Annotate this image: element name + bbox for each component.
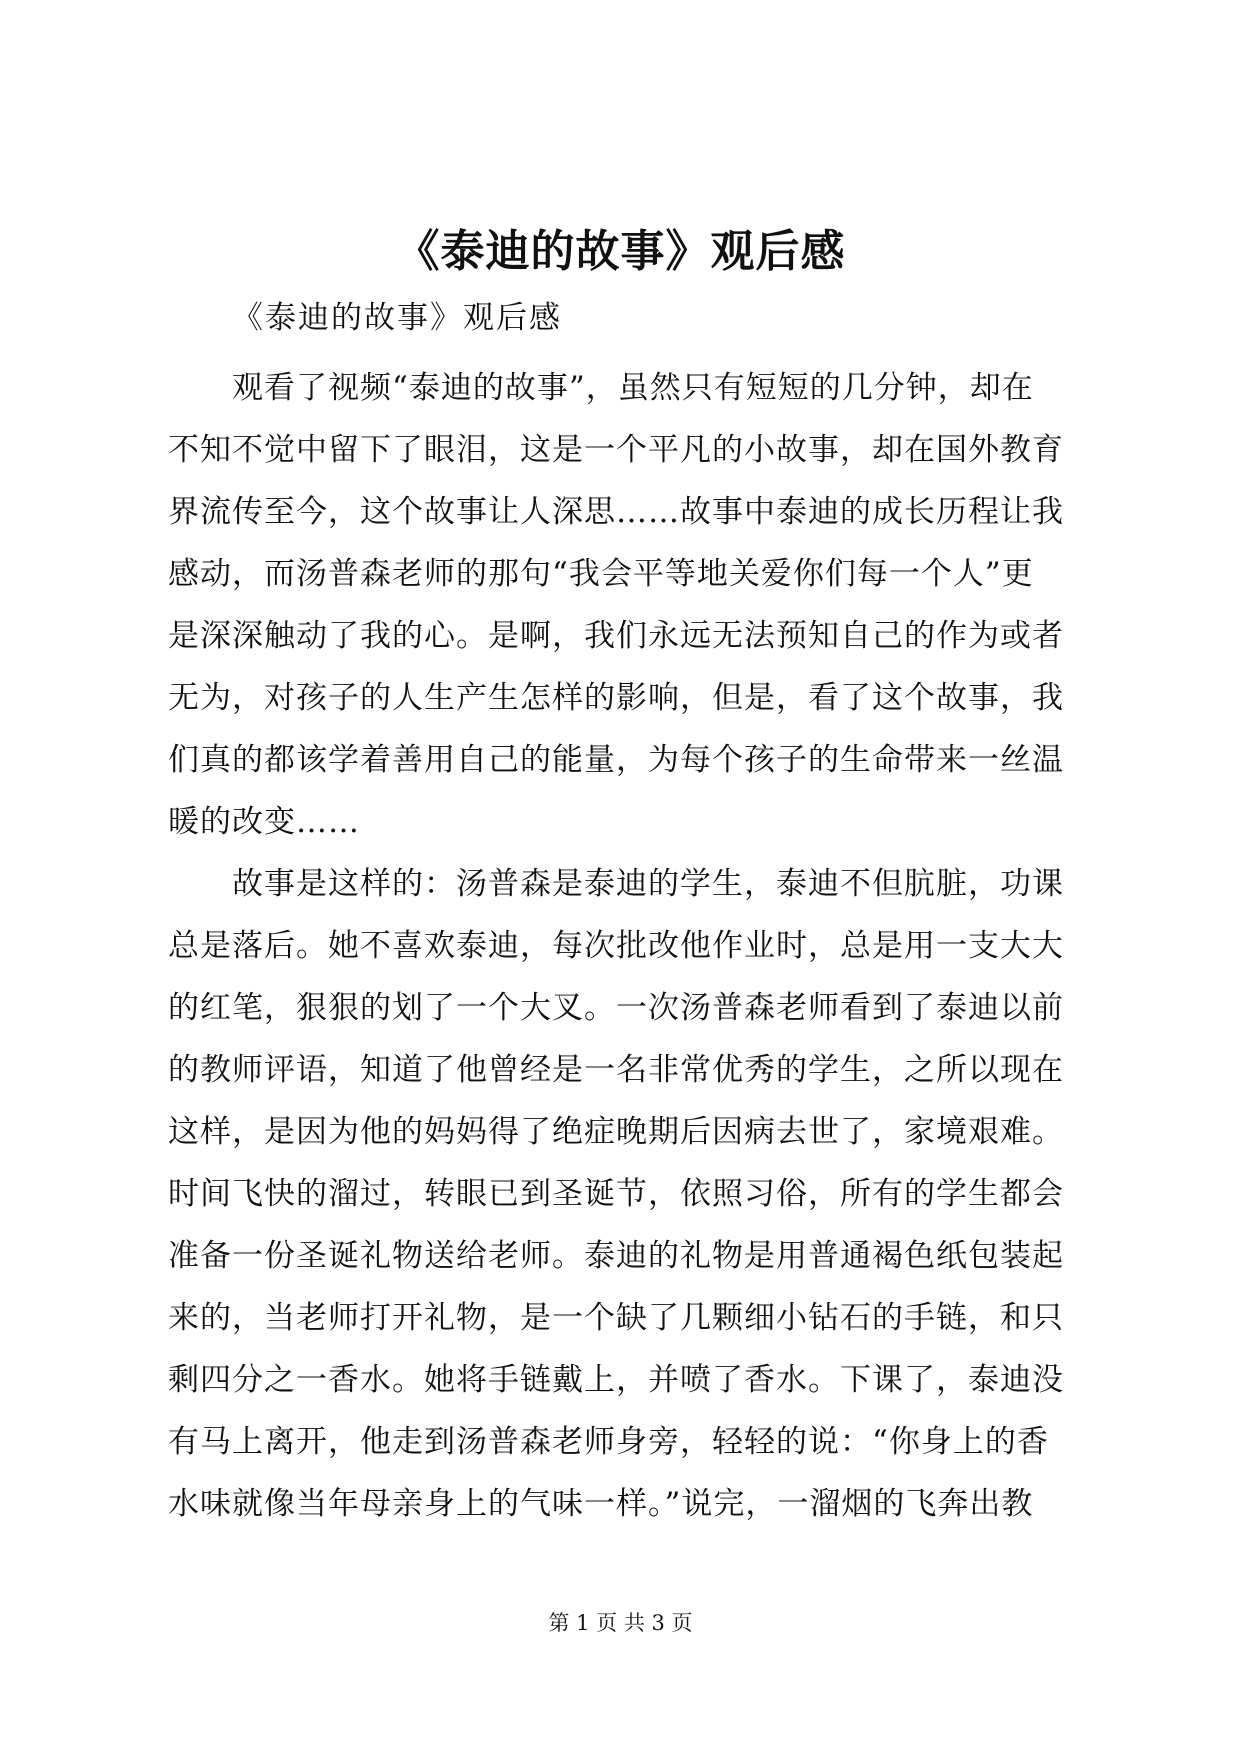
paragraph-line: 这样，是因为他的妈妈得了绝症晚期后因病去世了，家境艰难。 [168, 1114, 1064, 1150]
document-body [168, 357, 1086, 1535]
paragraph-line: 无为，对孩子的人生产生怎样的影响，但是，看了这个故事，我 [168, 680, 1064, 716]
paragraph-line: 们真的都该学着善用自己的能量，为每个孩子的生命带来一丝温 [168, 742, 1064, 778]
document-title: 《泰迪的故事》观后感 [395, 226, 846, 277]
paragraph-line: 观看了视频“泰迪的故事”，虽然只有短短的几分钟，却在 [232, 370, 1034, 406]
paragraph-line: 故事是这样的：汤普森是泰迪的学生，泰迪不但肮脏，功课 [232, 866, 1064, 902]
paragraph-1 [168, 357, 1086, 853]
paragraph-line: 时间飞快的溜过，转眼已到圣诞节，依照习俗，所有的学生都会 [168, 1176, 1064, 1212]
paragraph-line: 的红笔，狠狠的划了一个大叉。一次汤普森老师看到了泰迪以前 [168, 990, 1064, 1026]
paragraph-line: 是深深触动了我的心。是啊，我们永远无法预知自己的作为或者 [168, 618, 1064, 654]
paragraph-line: 有马上离开，他走到汤普森老师身旁，轻轻的说：“你身上的香 [168, 1424, 1049, 1460]
paragraph-line: 的教师评语，知道了他曾经是一名非常优秀的学生，之所以现在 [168, 1052, 1064, 1088]
paragraph-line: 总是落后。她不喜欢泰迪，每次批改他作业时，总是用一支大大 [168, 928, 1064, 964]
paragraph-line: 来的，当老师打开礼物，是一个缺了几颗细小钻石的手链，和只 [168, 1300, 1064, 1336]
paragraph-line: 准备一份圣诞礼物送给老师。泰迪的礼物是用普通褐色纸包装起 [168, 1238, 1064, 1274]
paragraph-line: 感动，而汤普森老师的那句“我会平等地关爱你们每一个人”更 [168, 556, 1034, 592]
page-number-footer: 第 1 页 共 3 页 [548, 1611, 693, 1635]
paragraph-line: 不知不觉中留下了眼泪，这是一个平凡的小故事，却在国外教育 [168, 432, 1064, 468]
paragraph-line: 界流传至今，这个故事让人深思……故事中泰迪的成长历程让我 [168, 494, 1064, 530]
paragraph-line: 水味就像当年母亲身上的气味一样。”说完，一溜烟的飞奔出教 [168, 1486, 1034, 1522]
paragraph-2 [168, 853, 1086, 1535]
document-subtitle: 《泰迪的故事》观后感 [232, 300, 562, 336]
paragraph-line: 暖的改变…… [168, 804, 360, 840]
paragraph-line: 剩四分之一香水。她将手链戴上，并喷了香水。下课了，泰迪没 [168, 1362, 1064, 1398]
